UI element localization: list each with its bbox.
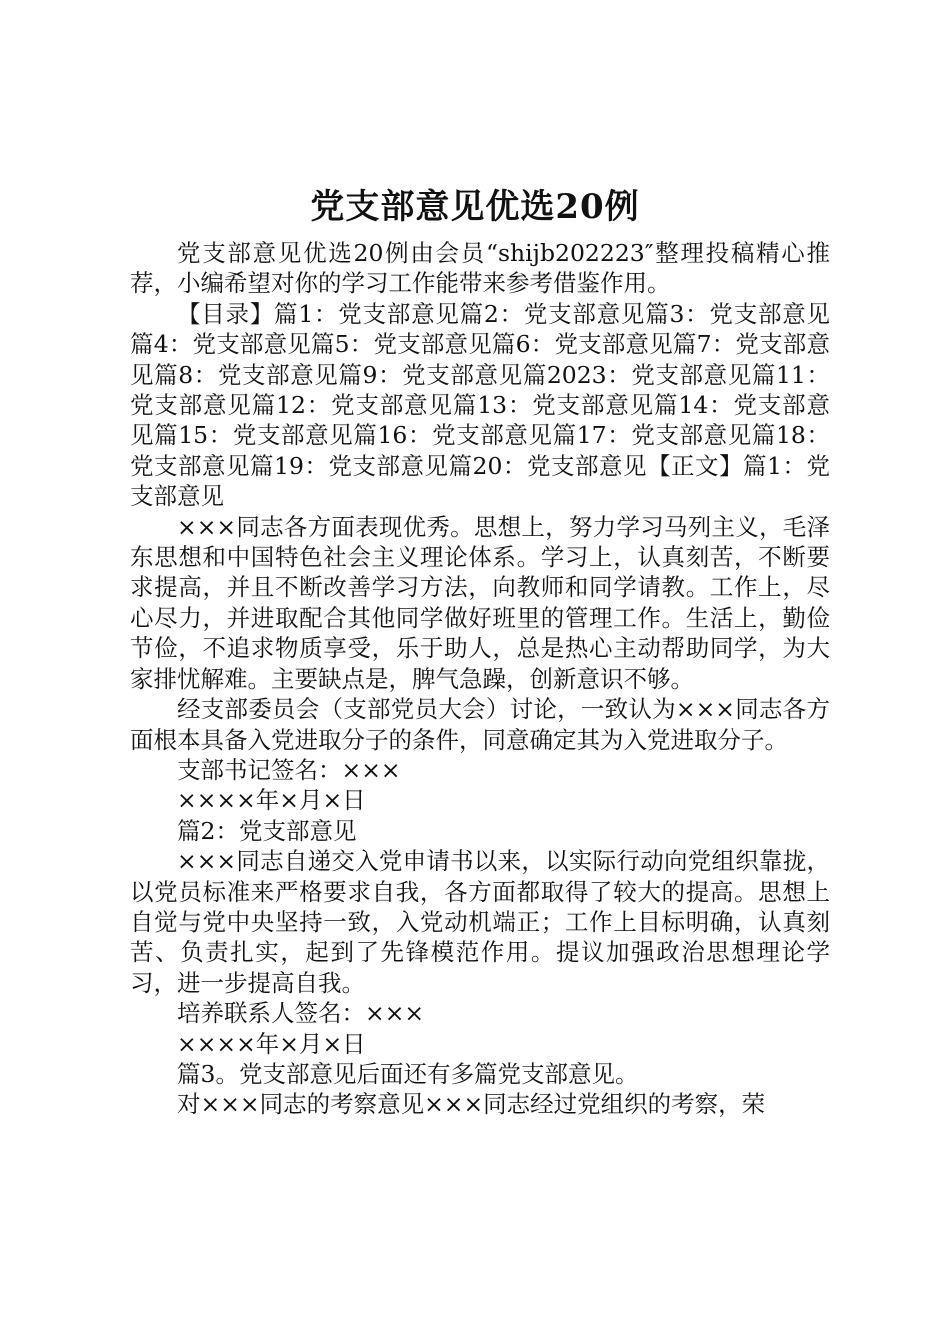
body-paragraph: 经支部委员会（支部党员大会）讨论，一致认为×××同志各方面根本具备入党进取分子的条件，同意确定其为入党进取分子。 — [130, 695, 830, 754]
body-paragraph: ×××同志各方面表现优秀。思想上，努力学习马列主义，毛泽东思想和中国特色社会主义理论体系。学习上，认真刻苦，不断要求提高，并且不断改善学习方法，向教师和同学请教。工作上，尽心尽力，并进取配合其他同学做好班里的管理工作。生活上，勤俭节俭，不追求物质享受，乐于助人，总是热心主动帮助同学，为大家排忧解难。主要缺点是，脾气急躁，创新意识不够。 — [130, 512, 830, 693]
section-heading: 篇3。党支部意见后面还有多篇党支部意见。 — [177, 1059, 639, 1088]
signature-line: 支部书记签名：××× — [177, 755, 401, 784]
table-of-contents-paragraph: 【目录】篇1：党支部意见篇2：党支部意见篇3：党支部意见篇4：党支部意见篇5：党支部意见篇6：党支部意见篇7：党支部意见篇8：党支部意见篇9：党支部意见篇2023：党支部意见篇11：党支部意见篇12：党支部意见篇13：党支部意见篇14：党支部意见篇15：党支部意见篇16：党支部意见篇17：党支部意见篇18：党支部意见篇19：党支部意见篇20：党支部意见【正文】篇1：党支部意见 — [130, 299, 830, 511]
section-heading: 篇2：党支部意见 — [177, 816, 357, 845]
document-title: 党支部意见优选20例 — [310, 187, 640, 227]
body-paragraph: 对×××同志的考察意见×××同志经过党组织的考察，荣 — [177, 1090, 766, 1119]
signature-line: 培养联系人签名：××× — [177, 999, 425, 1028]
date-line: ××××年×月×日 — [177, 786, 366, 815]
document-body — [130, 238, 830, 1120]
date-line: ××××年×月×日 — [177, 1029, 366, 1058]
body-paragraph: ×××同志自递交入党申请书以来，以实际行动向党组织靠拢，以党员标准来严格要求自我，各方面都取得了较大的提高。思想上自觉与党中央坚持一致，入党动机端正；工作上目标明确，认真刻苦、负责扎实，起到了先锋模范作用。提议加强政治思想理论学习，进一步提高自我。 — [130, 847, 830, 997]
intro-paragraph: 党支部意见优选20例由会员“shijb202223″整理投稿精心推荐，小编希望对你的学习工作能带来参考借鉴作用。 — [130, 239, 830, 298]
